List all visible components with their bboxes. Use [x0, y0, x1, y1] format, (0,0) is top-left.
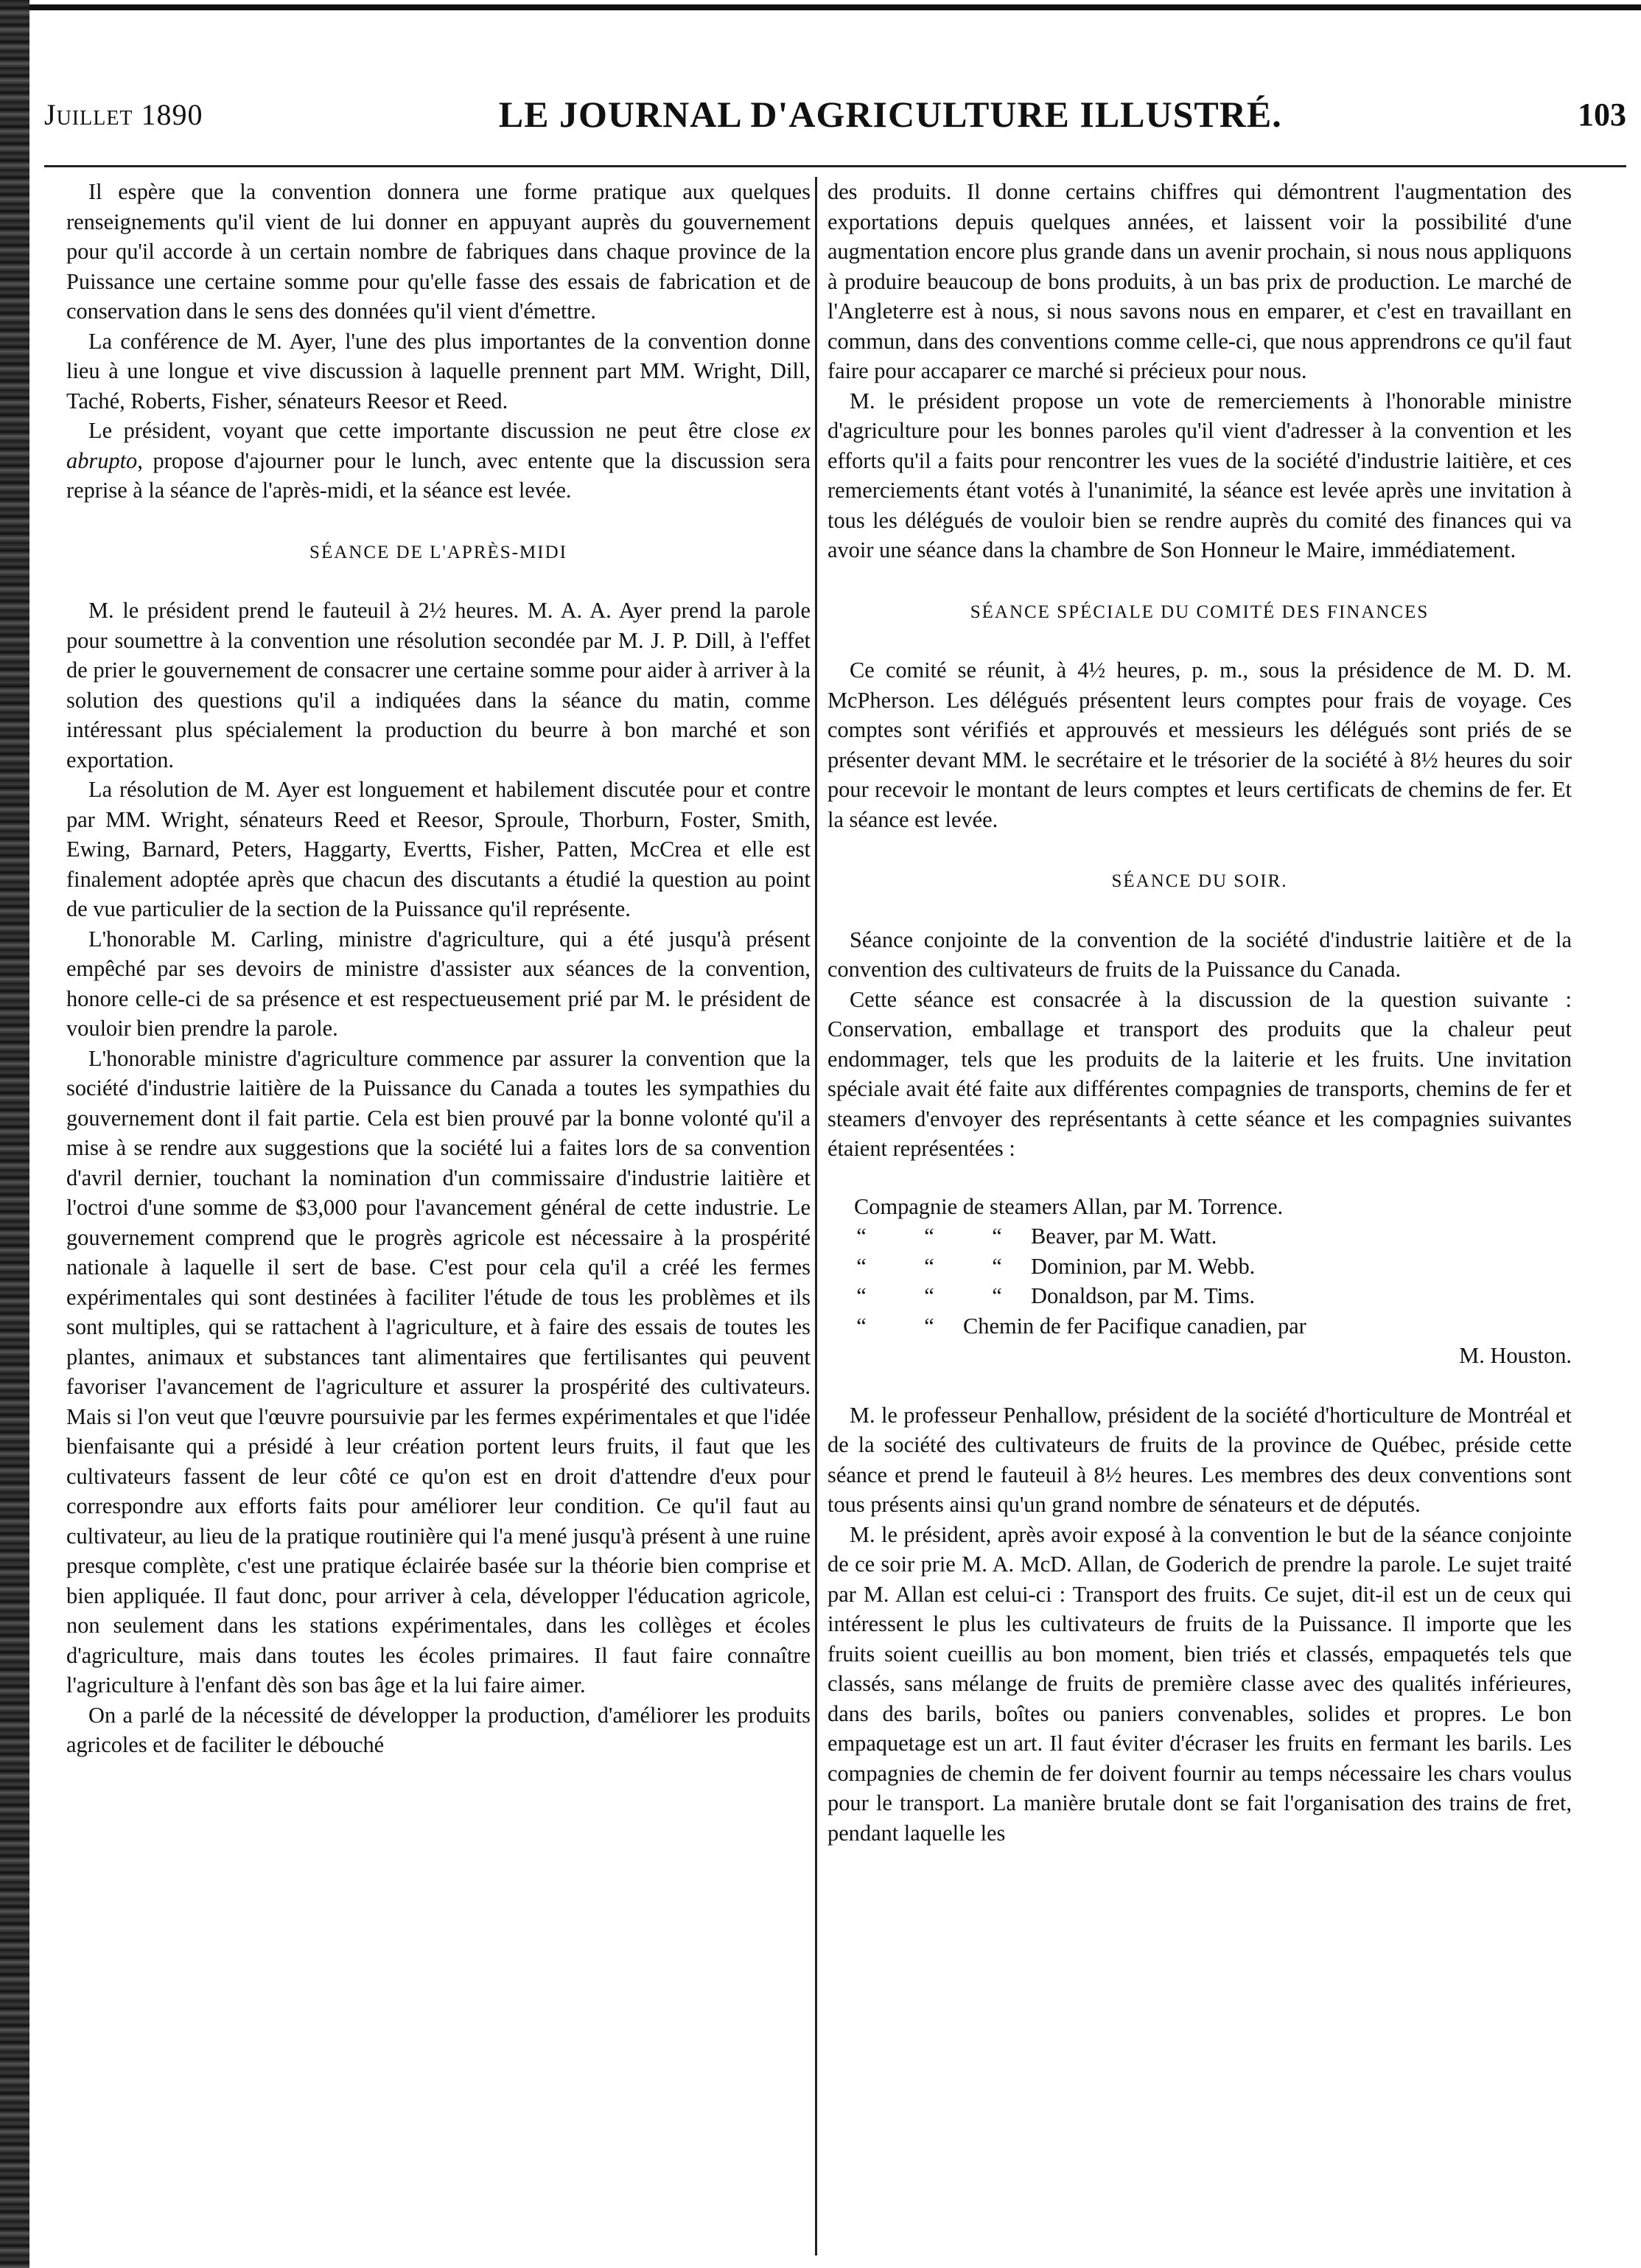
paragraph: Ce comité se réunit, à 4½ heures, p. m., sous la présidence de M. D. M. McPherson. Les délégués présentent leurs comptes pour frais de voyage. Ces comptes sont vérifiés et approuvés et messieurs les délégués sont priés de se présenter devant MM. le secrétaire et le trésorier de la société à 8½ heures du soir pour recevoir le montant de leurs comptes et leurs certificats de chemins de fer. Et la séance est levée. — [828, 657, 1572, 832]
section-heading: SÉANCE DU SOIR. — [1111, 871, 1288, 891]
ditto-mark: “ — [856, 1224, 867, 1249]
representatives-list — [828, 1192, 1572, 1371]
section-heading: SÉANCE DE L'APRÈS-MIDI — [309, 542, 567, 562]
page-number: 103 — [1578, 96, 1626, 133]
header-rule — [44, 165, 1626, 167]
section-heading: SÉANCE SPÉCIALE DU COMITÉ DES FINANCES — [970, 601, 1430, 622]
ditto-mark: “ — [992, 1224, 1002, 1249]
ditto-mark: “ — [924, 1224, 934, 1249]
ditto-mark: “ — [924, 1313, 934, 1339]
latin-phrase: ex abrupto — [66, 418, 811, 473]
list-item: “ “ “ Dominion, par M. Webb. — [828, 1252, 1572, 1282]
paragraph: L'honorable ministre d'agriculture commence par assurer la convention que la société d'industrie laitière de la Puissance du Canada a toutes les sympathies du gouvernement dont il fait partie. Cela est bien prouvé par la bonne volonté qu'il a mise à se rendre aux suggestions que la société lui a faites lors de sa convention d'avril dernier, touchant la nomination d'un commissaire d'industrie laitière et l'octroi d'une somme de $3,000 pour l'avancement général de cette industrie. Le gouvernement comprend que le progrès agricole est nécessaire à la prospérité nationale à laquelle il sert de base. C'est pour cela qu'il a créé les fermes expérimentales qui sont destinées à faciliter l'étude de tous les problèmes et ils sont multiples, qui se rattachent à l'agriculture, et à faire des essais de toutes les plantes, animaux et substances tant alimentaires que fertilisantes qui peuvent favoriser l'avancement de l'agriculture et assurer la prospérité des cultivateurs. Mais si l'on veut que l'œuvre poursuivie par les fermes expérimentales et que l'idée bienfaisante qui a présidé à leur création portent leurs fruits, il faut que les cultivateurs fassent de leur côté ce qu'on est en droit d'attendre d'eux pour correspondre aux efforts faits pour améliorer leur condition. Ce qu'il faut au cultivateur, au lieu de la pratique routinière qui l'a mené jusqu'à présent à une ruine presque complète, c'est une pratique éclairée basée sur la théorie bien comprise et bien appliquée. Il faut donc, pour arriver à cela, développer l'éducation agricole, non seulement dans les stations expérimentales, dans les collèges et écoles d'agriculture, mais dans toutes les écoles primaires. Il faut faire connaître l'agriculture à l'enfant dès son bas âge et la lui faire aimer. — [66, 1045, 811, 1697]
page-header — [44, 88, 1626, 140]
ditto-mark: “ — [856, 1283, 867, 1308]
issue-date: Juillet 1890 — [44, 97, 203, 131]
paragraph: La conférence de M. Ayer, l'une des plus importantes de la convention donne lieu à une longue et vive discussion à laquelle prennent part MM. Wright, Dill, Taché, Roberts, Fisher, sénateurs Reesor et Reed. — [66, 328, 811, 414]
paragraph: M. le professeur Penhallow, président de la société d'horticulture de Montréal et de la société des cultivateurs de fruits de la province de Québec, préside cette séance et prend le fauteuil à 8½ heures. Les membres des deux conventions sont tous présents ainsi qu'un grand nombre de sénateurs et de députés. — [828, 1402, 1572, 1517]
list-item: M. Houston. — [1459, 1343, 1572, 1368]
paragraph-text: , propose d'ajourner pour le lunch, avec entente que la discussion sera reprise à la séance de l'après-midi, et la séance est levée. — [66, 447, 811, 503]
ditto-mark: “ — [924, 1253, 934, 1279]
list-item: Compagnie de steamers Allan, par M. Torrence. — [854, 1193, 1284, 1219]
list-item: “ “ “ Donaldson, par M. Tims. — [828, 1281, 1572, 1311]
paragraph: Cette séance est consacrée à la discussion de la question suivante : Conservation, emballage et transport des produits que la chaleur peut endommager, tels que les produits de la laiterie et les fruits. Une invitation spéciale avait été faite aux différentes compagnies de transports, chemins de fer et steamers d'envoyer des représentants à cette séance et les compagnies suivantes étaient représentées : — [828, 986, 1572, 1161]
paragraph: La résolution de M. Ayer est longuement et habilement discutée pour et contre par MM. Wright, sénateurs Reed et Reesor, Sproule, Thorburn, Foster, Smith, Ewing, Barnard, Peters, Haggarty, Evertts, Fisher, Patten, McCrea et elle est finalement adoptée après que chacun des discutants a étudié la question au point de vue particulier de la section de la Puissance qu'il représente. — [66, 777, 811, 921]
paragraph: Il espère que la convention donnera une forme pratique aux quelques renseignements qu'il vient de lui donner en appuyant auprès du gouvernement pour qu'il accorde à un certain nombre de fabriques dans chaque province de la Puissance une certaine somme pour qu'elle fasse des essais de fabrication et de conservation dans le sens des données qu'il vient d'émettre. — [66, 179, 811, 324]
paragraph: M. le président propose un vote de remerciements à l'honorable ministre d'agriculture pour les bonnes paroles qu'il vient d'adresser à la convention et les efforts qu'il a faits pour rencontrer les vues de la société d'industrie laitière, et ces remerciements étant votés à l'unanimité, la séance est levée après une invitation à tous les délégués de vouloir bien se rendre auprès du comité des finances qui va avoir une séance dans la chambre de Son Honneur le Maire, immédiatement. — [828, 388, 1572, 562]
column-divider — [815, 177, 817, 2255]
paragraph-text: Le président, voyant que cette importante discussion ne peut être close — [88, 418, 791, 443]
left-column — [66, 177, 811, 2255]
ditto-mark: “ — [992, 1283, 1002, 1308]
ditto-mark: “ — [856, 1313, 867, 1339]
paragraph: M. le président, après avoir exposé à la convention le but de la séance conjointe de ce soir prie M. A. McD. Allan, de Goderich de prendre la parole. Le sujet traité par M. Allan est celui-ci : Transport des fruits. Ce sujet, dit-il est un de ceux qui intéressent le plus les cultivateurs de fruits de la Puissance. Il importe que les fruits soient cueillis au bon moment, bien triés et classés, empaquetés tels que classés, sans mélange de fruits de première classe avec des qualités inférieures, dans des barils, boîtes ou paniers convenables, solides et propres. Le bon empaquetage est un art. Il faut éviter d'écraser les fruits en fermant les barils. Les compagnies de chemin de fer doivent fournir au temps nécessaire les chars voulus pour le transport. La manière brutale dont se fait l'organisation des trains de fret, pendant laquelle les — [828, 1521, 1572, 1846]
top-rule — [29, 4, 1641, 10]
scan-edge — [0, 0, 29, 2268]
ditto-mark: “ — [856, 1253, 867, 1279]
paragraph: On a parlé de la nécessité de développer la production, d'améliorer les produits agricoles et de faciliter le débouché — [66, 1702, 811, 1757]
paragraph: des produits. Il donne certains chiffres qui démontrent l'augmentation des exportations depuis quelques années, et laissent voir la possibilité d'une augmentation encore plus grande dans un avenir prochain, si nous nous appliquons à produire beaucoup de bons produits, à un bas prix de production. Le marché de l'Angleterre est à nous, si nous savons nous en emparer, et c'est en travaillant en commun, dans des conventions comme celle-ci, que nous apprendrons ce qu'il faut faire pour accaparer ce marché si précieux pour nous. — [828, 179, 1572, 383]
right-column — [828, 177, 1572, 2255]
list-item: “ “ Chemin de fer Pacifique canadien, par — [828, 1311, 1572, 1341]
ditto-mark: “ — [924, 1283, 934, 1308]
paragraph: M. le président prend le fauteuil à 2½ heures. M. A. A. Ayer prend la parole pour soumettre à la convention une résolution secondée par M. J. P. Dill, à l'effet de prier le gouvernement de consacrer une certaine somme pour aider à arriver à la solution des questions qu'il a indiquées dans la séance du matin, comme intéressant plus spécialement la production du beurre à bon marché et son exportation. — [66, 598, 811, 772]
journal-title: LE JOURNAL D'AGRICULTURE ILLUSTRÉ. — [498, 94, 1282, 135]
paragraph — [66, 416, 811, 506]
list-item: “ “ “ Beaver, par M. Watt. — [828, 1221, 1572, 1252]
paragraph: L'honorable M. Carling, ministre d'agriculture, qui a été jusqu'à présent empêché par ses devoirs de ministre d'assister aux séances de la convention, honore celle-ci de sa présence et est respectueusement prié par M. le président de vouloir bien prendre la parole. — [66, 926, 811, 1041]
paragraph: Séance conjointe de la convention de la société d'industrie laitière et de la convention des cultivateurs de fruits de la Puissance du Canada. — [828, 927, 1572, 982]
ditto-mark: “ — [992, 1253, 1002, 1279]
